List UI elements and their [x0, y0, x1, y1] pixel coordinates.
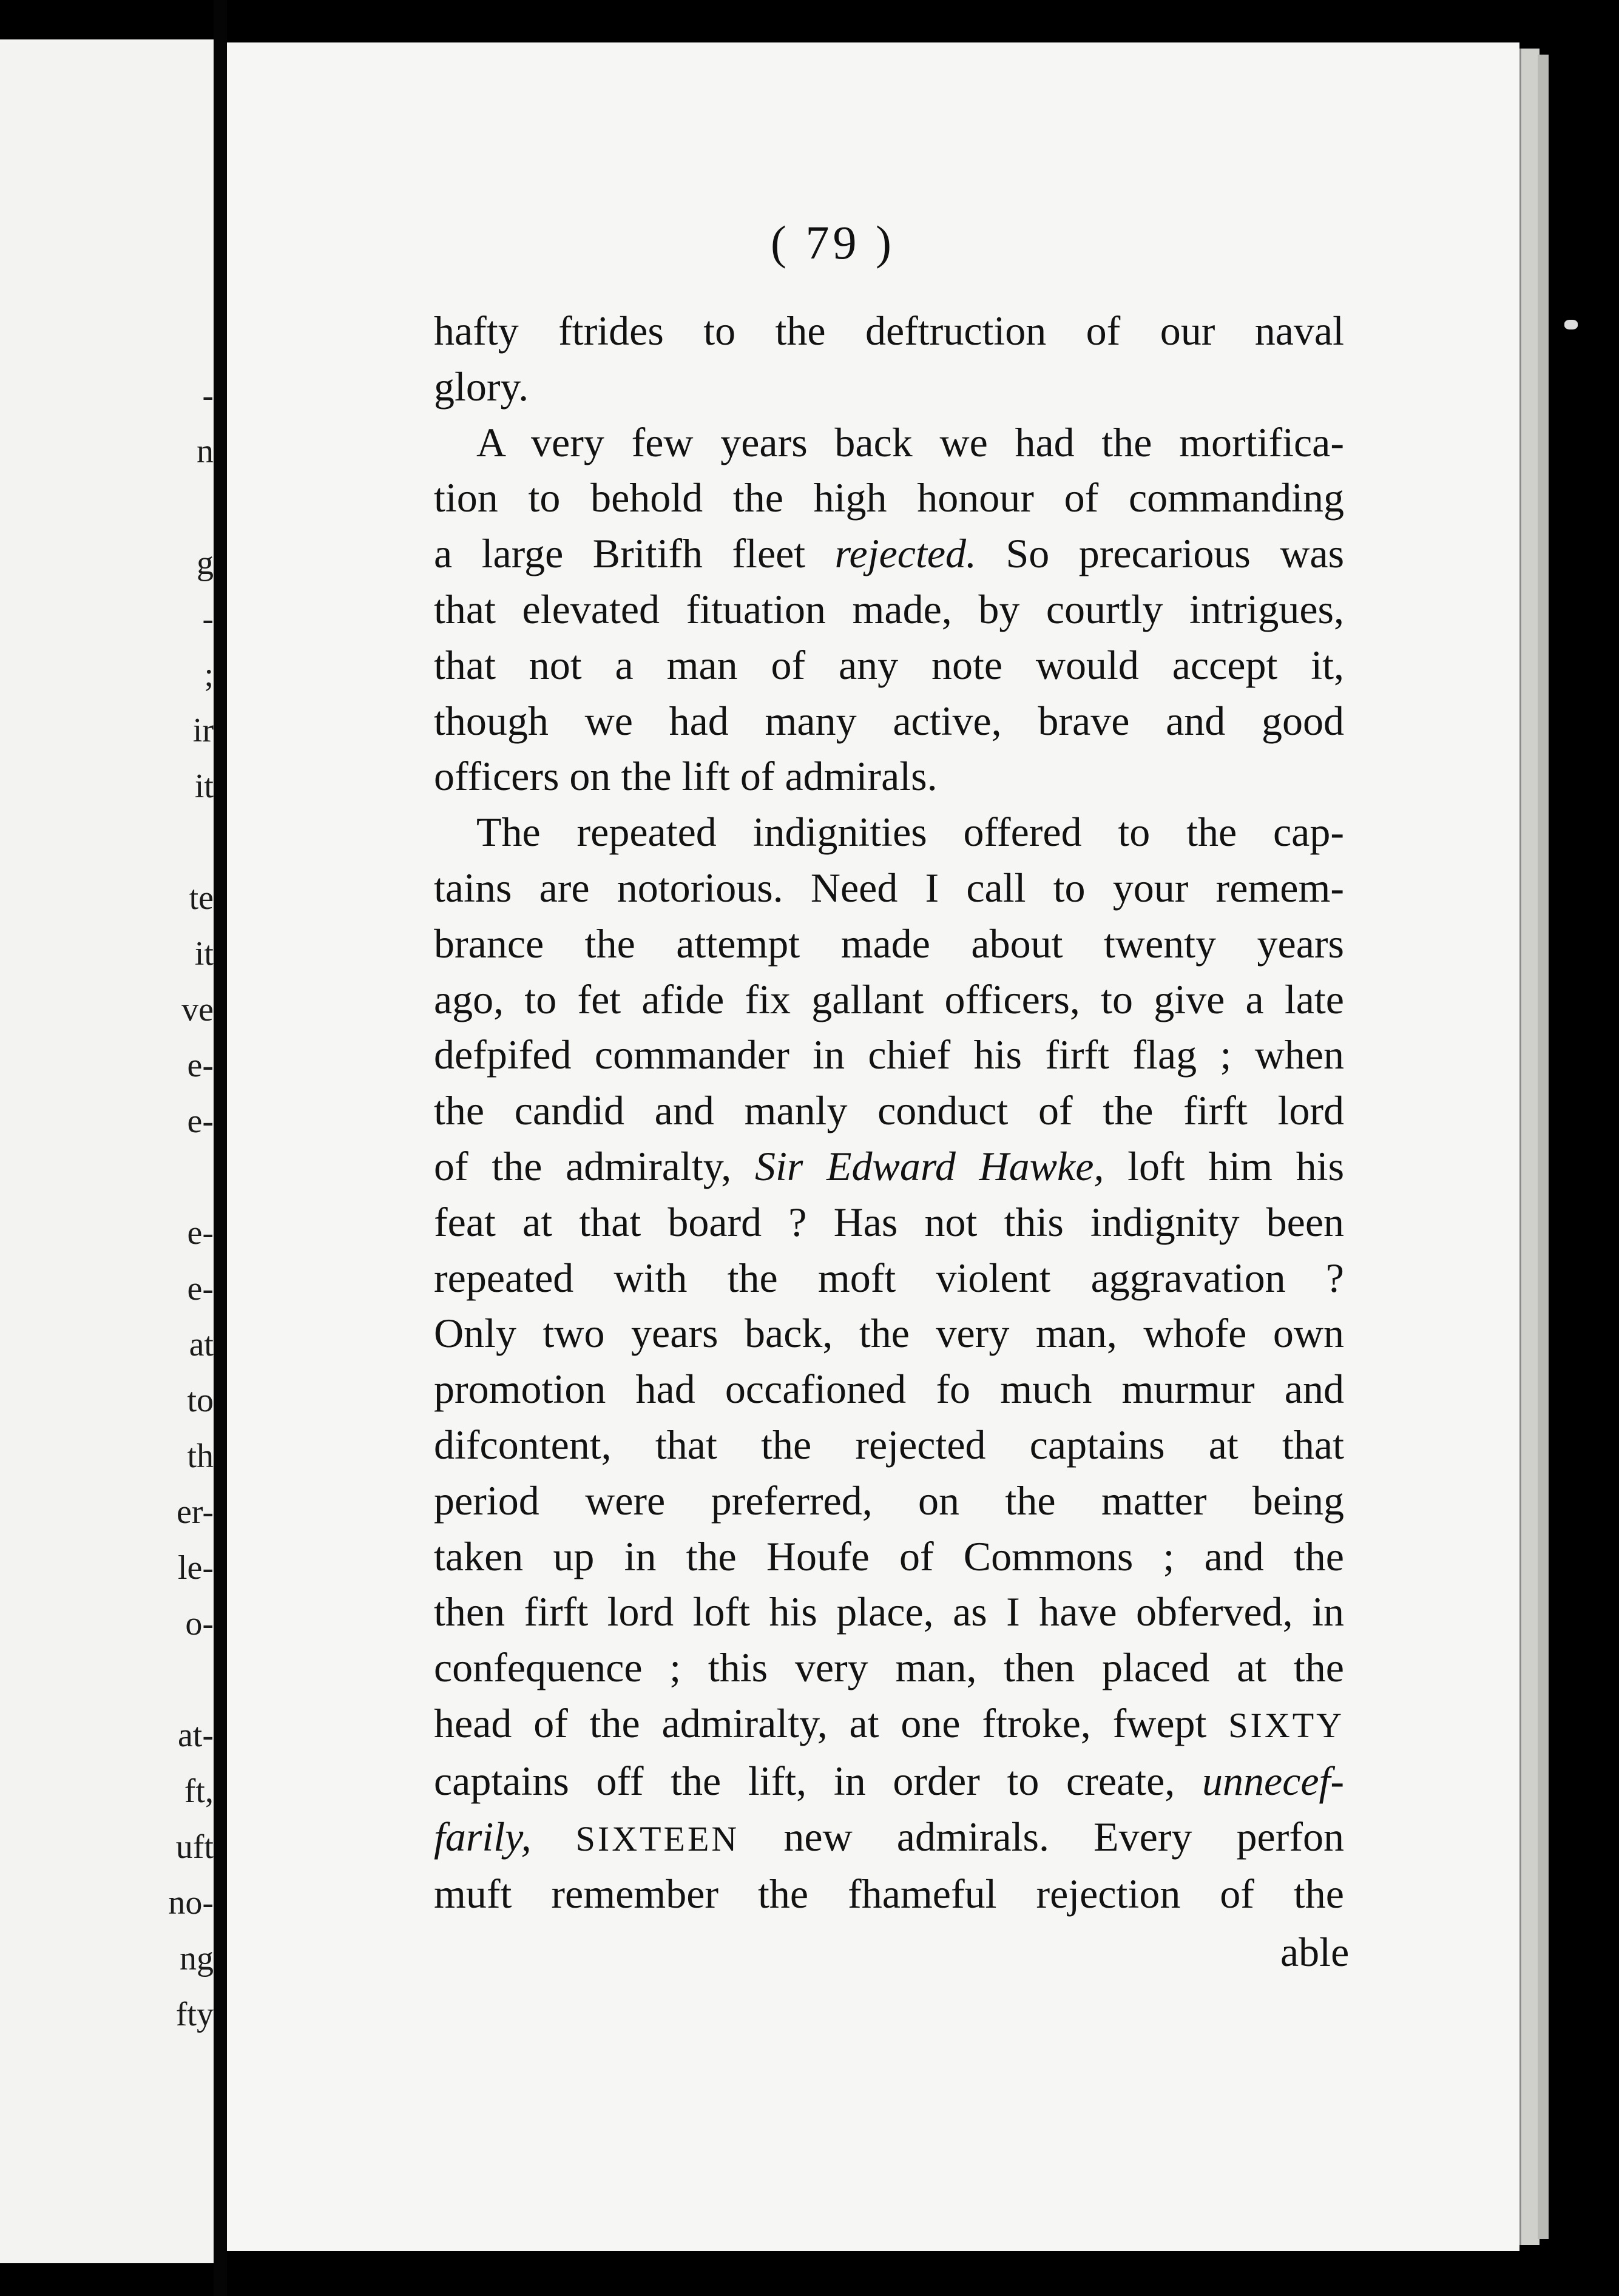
text-line: repeated with the moft violent aggravation ?	[434, 1254, 1344, 1301]
left-page-fragment: e-	[187, 1270, 214, 1308]
left-page-fragment: to	[187, 1382, 214, 1419]
text-line: ago, to fet afide fix gallant officers, to give a late	[434, 976, 1344, 1022]
left-page-fragment: g	[197, 544, 214, 582]
text-line: tains are notorious. Need I call to your remem-	[434, 864, 1344, 911]
left-page-fragment: te	[189, 879, 214, 917]
left-page-fragment: e-	[187, 1102, 214, 1140]
text-line: the candid and manly conduct of the firft lord	[434, 1087, 1344, 1134]
text-line: that elevated fituation made, by courtly intrigues,	[434, 586, 1344, 632]
text-line: tion to behold the high honour of commanding	[434, 474, 1344, 521]
left-page-fragment: ;	[204, 656, 214, 694]
text-line: hafty ftrides to the deftruction of our naval	[434, 308, 1344, 354]
left-page-fragment: ft,	[184, 1772, 214, 1810]
text-line: glory.	[434, 363, 529, 410]
left-page-fragment: uft	[175, 1828, 214, 1866]
left-page-fragment: ir	[192, 712, 214, 749]
left-page-fragment: ve	[181, 991, 214, 1028]
text-line: The repeated indignities offered to the cap-	[476, 809, 1344, 856]
left-page-fragment: n	[197, 433, 214, 470]
text-line: defpifed commander in chief his firft flag ; when	[434, 1032, 1344, 1078]
text-line: of the admiralty, Sir Edward Hawke, loft him his	[434, 1143, 1345, 1189]
left-page-fragment: at-	[177, 1717, 214, 1754]
left-page-fragment: le-	[177, 1549, 214, 1587]
text-line: muft remember the fhameful rejection of the	[434, 1871, 1344, 1917]
text-line: confequence ; this very man, then placed at the	[434, 1644, 1344, 1691]
text-line: officers on the lift of admirals.	[434, 753, 938, 800]
left-page-fragment: it	[194, 935, 214, 973]
left-page-fragment: fty	[175, 1996, 214, 2033]
text-line: captains off the lift, in order to create, unnecef-	[434, 1757, 1345, 1804]
text-line: A very few years back we had the mortifica-	[476, 419, 1344, 465]
left-page-fragment: e-	[187, 1214, 214, 1252]
text-line: head of the admiralty, at one ftroke, fwept SIXTY	[434, 1700, 1345, 1746]
left-page-text-fragments	[0, 0, 214, 2296]
text-line: brance the attempt made about twenty years	[434, 920, 1344, 967]
page-number: ( 79 )	[771, 216, 895, 269]
body-text	[434, 303, 1344, 1922]
text-line: though we had many active, brave and good	[434, 697, 1344, 744]
left-page-fragment: e-	[187, 1047, 214, 1084]
left-page-fragment: -	[202, 600, 214, 638]
text-line: then firft lord loft his place, as I have obferved, in	[434, 1589, 1344, 1635]
text-line: feat at that board ? Has not this indignity been	[434, 1198, 1344, 1245]
left-page-fragment: o-	[185, 1605, 214, 1643]
left-page-fragment: -	[202, 377, 214, 414]
book-gutter	[214, 0, 227, 2296]
text-line: Only two years back, the very man, whofe own	[434, 1310, 1344, 1357]
page-edge	[1519, 49, 1540, 2245]
text-line: a large Britifh fleet rejected. So precarious was	[434, 530, 1345, 577]
left-page-fragment: it	[194, 768, 214, 805]
text-line: that not a man of any note would accept it,	[434, 641, 1344, 688]
text-line: period were preferred, on the matter being	[434, 1477, 1344, 1524]
margin-mark	[1564, 320, 1578, 329]
left-page-fragment: no-	[168, 1884, 214, 1922]
text-line: taken up in the Houfe of Commons ; and the	[434, 1533, 1344, 1579]
page-edge-shadow	[1538, 55, 1549, 2239]
text-line: promotion had occafioned fo much murmur and	[434, 1366, 1344, 1413]
text-line: difcontent, that the rejected captains at that	[434, 1421, 1344, 1468]
left-page-fragment: ng	[180, 1940, 214, 1977]
text-line: farily, SIXTEEN new admirals. Every perfon	[434, 1813, 1344, 1860]
catchword: able	[1280, 1929, 1350, 1975]
left-page-fragment: th	[187, 1437, 214, 1475]
left-page-fragment: er-	[176, 1493, 214, 1531]
left-page-fragment: at	[189, 1326, 214, 1363]
